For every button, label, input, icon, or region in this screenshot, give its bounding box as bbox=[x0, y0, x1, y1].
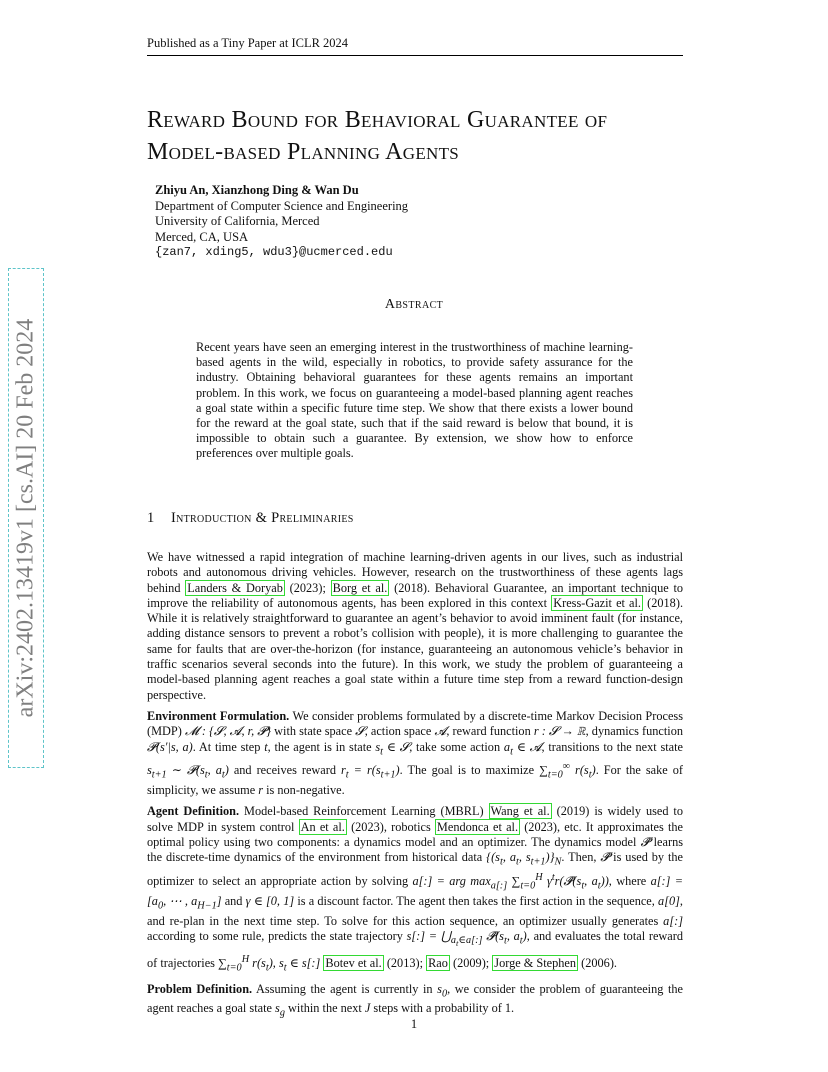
citation-year: (2018) bbox=[394, 580, 427, 595]
author-university: University of California, Merced bbox=[155, 214, 320, 228]
author-location: Merced, CA, USA bbox=[155, 229, 249, 244]
abstract-text: Recent years have seen an emerging interest in the trustworthiness of machine learning-based agents in the wild, especially in robotics, to provide safety assurance for the industry. Obtaining behavioral guarantees for these agents remains an important problem. In this work, we focus on guaranteeing a model-based planning agent reaches a goal state within a specific future time step. We show that there exists a lower bound for the reward at the goal state, such that if the said reward is below that bound, it is impossible to obtain such a guarantee. By extension, we show how to enforce preferences over multiple goals. bbox=[196, 340, 633, 461]
author-block bbox=[155, 183, 408, 261]
citation-link[interactable]: Jorge & Stephen bbox=[494, 955, 577, 970]
section-body bbox=[147, 550, 683, 1027]
environment-paragraph: Environment Formulation. We consider problems formulated by a discrete-time Markov Decision Process (MDP) 𝓜 : {𝓢, 𝓐, r, 𝓟} with state space 𝓢, action space 𝓐, reward function r : 𝓢 → ℝ, dynamics function 𝓟(s′|s, a). At time step t, the agent is in state $s_t$ ∈ 𝓢, take some action $a_t$ ∈ 𝓐, transitions to the next state $s_{t+1}$ ∼ $𝓟(s_t$, $a_t$) and receives reward $r_t = r(s_{t+1})$. The goal is to maximize $\sum_{t=0}^\infty$ $r(s_t)$. For the sake of simplicity, we assume r is non-negative. bbox=[147, 708, 684, 798]
citation-link[interactable]: Kress-Gazit et al. bbox=[553, 595, 642, 610]
citation-link[interactable]: Mendonca et al. bbox=[436, 819, 519, 834]
citation-year: (2006) bbox=[581, 955, 614, 970]
citation-link[interactable]: Landers & Doryab bbox=[187, 580, 283, 595]
author-department: Department of Computer Science and Engineering bbox=[155, 198, 409, 213]
paragraph-label: Problem Definition. bbox=[147, 981, 253, 996]
running-header: Published as a Tiny Paper at ICLR 2024 bbox=[147, 36, 349, 50]
citation-year: (2023) bbox=[351, 819, 384, 834]
citation-link[interactable]: Wang et al. bbox=[490, 804, 550, 819]
title-line-1: Reward Bound for Behavioral Guarantee of bbox=[147, 107, 608, 133]
problem-paragraph: Problem Definition. Assuming the agent is currently in $s_0$, we consider the problem of guaranteeing the agent reaches a goal state $s_g$ within the next J steps with a probability of 1. bbox=[147, 981, 683, 1019]
citation-link[interactable]: Rao bbox=[428, 955, 448, 970]
page-number: 1 bbox=[410, 1017, 418, 1031]
header-rule bbox=[147, 55, 683, 56]
arxiv-stamp[interactable] bbox=[8, 268, 44, 768]
citation-link[interactable]: Borg et al. bbox=[332, 580, 388, 595]
abstract-heading: Abstract bbox=[384, 297, 444, 312]
title-line-2: Model-based Planning Agents bbox=[147, 139, 460, 165]
section-heading bbox=[147, 510, 354, 527]
paragraph-label: Environment Formulation. bbox=[147, 708, 290, 723]
section-number: 1 bbox=[147, 510, 155, 526]
citation-year: (2013) bbox=[386, 955, 420, 970]
citation-link[interactable]: An et al. bbox=[300, 819, 345, 834]
citation-year: (2023) bbox=[524, 819, 557, 834]
citation-link[interactable]: Botev et al. bbox=[325, 955, 382, 970]
citation-year: (2023) bbox=[289, 580, 323, 595]
intro-paragraph: We have witnessed a rapid integration of machine learning-driven agents in our lives, such as industrial robots and autonomous driving vehicles. However, research on the trustworthiness of these agents lags behind Landers & Doryab (2023); Borg et al. (2018). Behavioral Guarantee, an important technique to improve the reliability of autonomous agents, has been explored in this context Kress-Gazit et al. (2018). While it is relatively straightforward to guarantee an agent’s behavior to avoid imminent fault (for instance, adding distance sensors to prevent a robot’s collision with people), it is more challenging to guarantee the same for faults that are over-the-horizon (for instance, guaranteeing an autonomous vehicle’s behavior in traffic scenarios several seconds into the future). In this work, we study the problem of guaranteeing a model-based planning agent reaches a goal state within a future time step from a reward function-design perspective. bbox=[147, 550, 684, 702]
arxiv-stamp-label: arXiv:2402.13419v1 [cs.AI] 20 Feb 2024 bbox=[12, 318, 39, 718]
citation-year: (2009) bbox=[453, 955, 486, 970]
citation-year: (2018) bbox=[647, 595, 680, 610]
agent-paragraph: Agent Definition. Model-based Reinforcement Learning (MBRL) Wang et al. (2019) is widely used to solve MDP in system control An et al. (2023), robotics Mendonca et al. (2023), etc. It approximates the optimal policy using two components: a dynamics model and an optimizer. The dynamics model 𝓟̂ learns the discrete-time dynamics of the environment from historical data {($s_t$, $a_t$, $s_{t+1})\}_N$. Then, 𝓟̂ is used by the optimizer to select an appropriate action by solving a[:] = arg $\max_{a[:]} \sum_{t=0}^H$ $\gamma^tr(𝓟̂(s_t$, $a_t$)), where a[:] = [$a_0$, ⋯ , $a_{H-1}$] and γ ∈ [0, 1] is a discount factor. The agent then takes the first action in the sequence, a[0], and re-plan in the next time step. To solve for this action sequence, an optimizer usually generates a[:] according to some rule, predicts the state trajectory s[:] = $⋃_{a_t\in a[:]}$ $𝓟̂(s_t$, $a_t$), and evaluates the total reward of trajectories $\sum_{t=0}^H$ $r(s_t)$, $s_t$ ∈ s[:] Botev et al. (2013); Rao (2009); Jorge & Stephen (2006). bbox=[147, 804, 684, 974]
author-email[interactable]: {zan7, xding5, wdu3}@ucmerced.edu bbox=[155, 245, 393, 259]
paper-title bbox=[147, 104, 707, 168]
citation-year: (2019) bbox=[556, 804, 590, 819]
author-names: Zhiyu An, Xianzhong Ding & Wan Du bbox=[155, 183, 359, 197]
paragraph-label: Agent Definition. bbox=[147, 804, 240, 819]
section-title: Introduction & Preliminaries bbox=[171, 510, 354, 526]
